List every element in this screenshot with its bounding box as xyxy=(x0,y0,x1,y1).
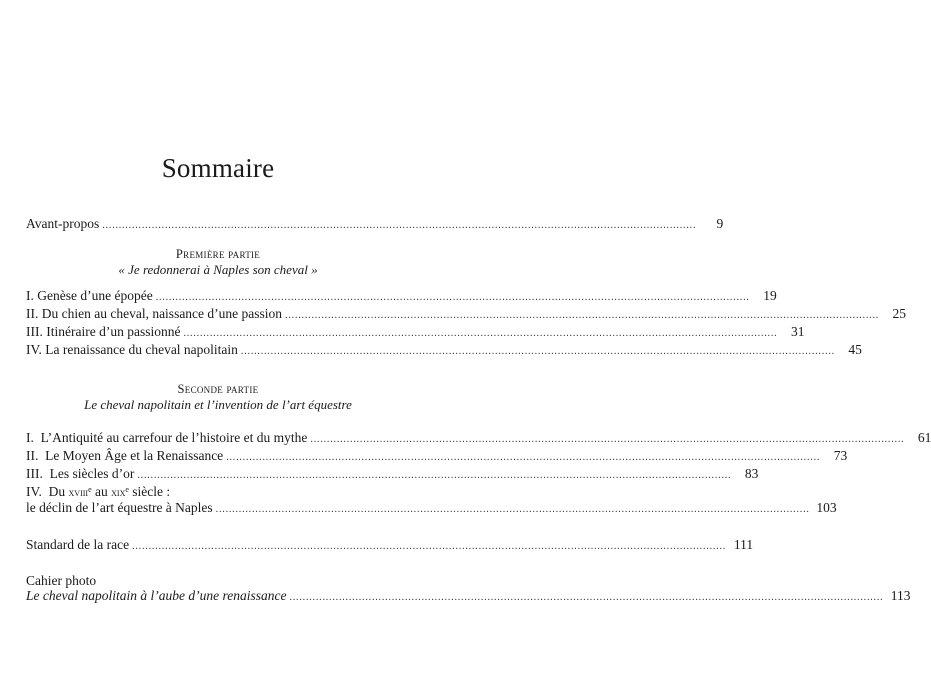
toc-entry-label: IV. La renaissance du cheval napolitain xyxy=(26,342,238,357)
toc-entry-label: I. Genèse d’une épopée xyxy=(26,288,153,303)
toc-page-number: 73 xyxy=(833,448,848,463)
toc-page-number: 61 xyxy=(917,430,931,445)
toc-entry-text: au xyxy=(91,484,112,499)
toc-entry-label: I. L’Antiquité au carrefour de l’histoire et du mythe xyxy=(26,430,308,445)
toc-page-number: 83 xyxy=(744,466,759,481)
toc-entry-part1-4[interactable] xyxy=(26,342,862,358)
toc-page-number: 45 xyxy=(848,342,862,357)
toc-page-number: 113 xyxy=(890,588,911,603)
toc-entry-label: III. Les siècles d’or xyxy=(26,466,135,481)
toc-entry-standard[interactable] xyxy=(26,537,754,553)
dot-leader: .................................................................................................................................................................................... xyxy=(226,452,821,463)
century-superscript: e xyxy=(88,485,92,494)
dot-leader: .................................................................................................................................................................................... xyxy=(310,434,905,445)
toc-entry-part2-3[interactable] xyxy=(26,466,759,482)
toc-page-number: 9 xyxy=(716,216,724,231)
century-roman: xviii xyxy=(68,487,89,499)
part2-heading: Seconde partie xyxy=(177,382,259,396)
toc-entry-text: siècle : xyxy=(128,484,171,499)
toc-page-number: 31 xyxy=(790,324,805,339)
toc-entry-label: Le cheval napolitain à l’aube d’une renaissance xyxy=(26,588,287,603)
toc-entry-part1-2[interactable] xyxy=(26,306,907,322)
toc-entry-label: III. Itinéraire d’un passionné xyxy=(26,324,181,339)
dot-leader: .................................................................................................................................................................................... xyxy=(102,220,697,231)
toc-entry-cahier-label: Cahier photo xyxy=(26,573,97,588)
century-superscript: e xyxy=(125,485,129,494)
toc-entry-label: II. Le Moyen Âge et la Renaissance xyxy=(26,448,224,463)
dot-leader: .................................................................................................................................................................................... xyxy=(183,328,778,339)
dot-leader: .................................................................................................................................................................................... xyxy=(132,541,727,552)
toc-entry-avant-propos[interactable] xyxy=(26,216,724,232)
toc-entry-cahier[interactable] xyxy=(26,588,911,604)
dot-leader: .................................................................................................................................................................................... xyxy=(285,310,880,321)
century-roman: xix xyxy=(111,487,126,499)
toc-entry-part2-2[interactable] xyxy=(26,448,848,464)
toc-entry-label: Standard de la race xyxy=(26,537,130,552)
toc-entry-number: IV. Du xyxy=(26,484,69,499)
dot-leader: .................................................................................................................................................................................... xyxy=(240,346,835,357)
toc-entry-part1-3[interactable] xyxy=(26,324,805,340)
dot-leader: .................................................................................................................................................................................... xyxy=(289,592,884,603)
toc-entry-label: le déclin de l’art équestre à Naples xyxy=(26,500,213,515)
toc-entry-label: Avant-propos xyxy=(26,216,100,231)
part2-subtitle: Le cheval napolitain et l’invention de l’art équestre xyxy=(84,397,352,412)
toc-page-number: 19 xyxy=(763,288,777,303)
toc-entry-part2-1[interactable] xyxy=(26,430,931,446)
toc-page-number: 111 xyxy=(733,537,754,552)
toc-entry-part2-4-line1[interactable] xyxy=(26,484,374,501)
page-title: Sommaire xyxy=(161,153,275,183)
toc-entry-label: II. Du chien au cheval, naissance d’une passion xyxy=(26,306,283,321)
dot-leader: .................................................................................................................................................................................... xyxy=(215,504,810,515)
toc-page-number: 25 xyxy=(892,306,907,321)
toc-entry-part1-1[interactable] xyxy=(26,288,777,304)
dot-leader: .................................................................................................................................................................................... xyxy=(137,470,732,481)
part1-subtitle: « Je redonnerai à Naples son cheval » xyxy=(118,262,318,277)
toc-entry-part2-4[interactable] xyxy=(26,500,837,516)
part1-heading: Première partie xyxy=(175,247,261,261)
dot-leader: .................................................................................................................................................................................... xyxy=(155,292,750,303)
toc-page-number: 103 xyxy=(816,500,837,515)
